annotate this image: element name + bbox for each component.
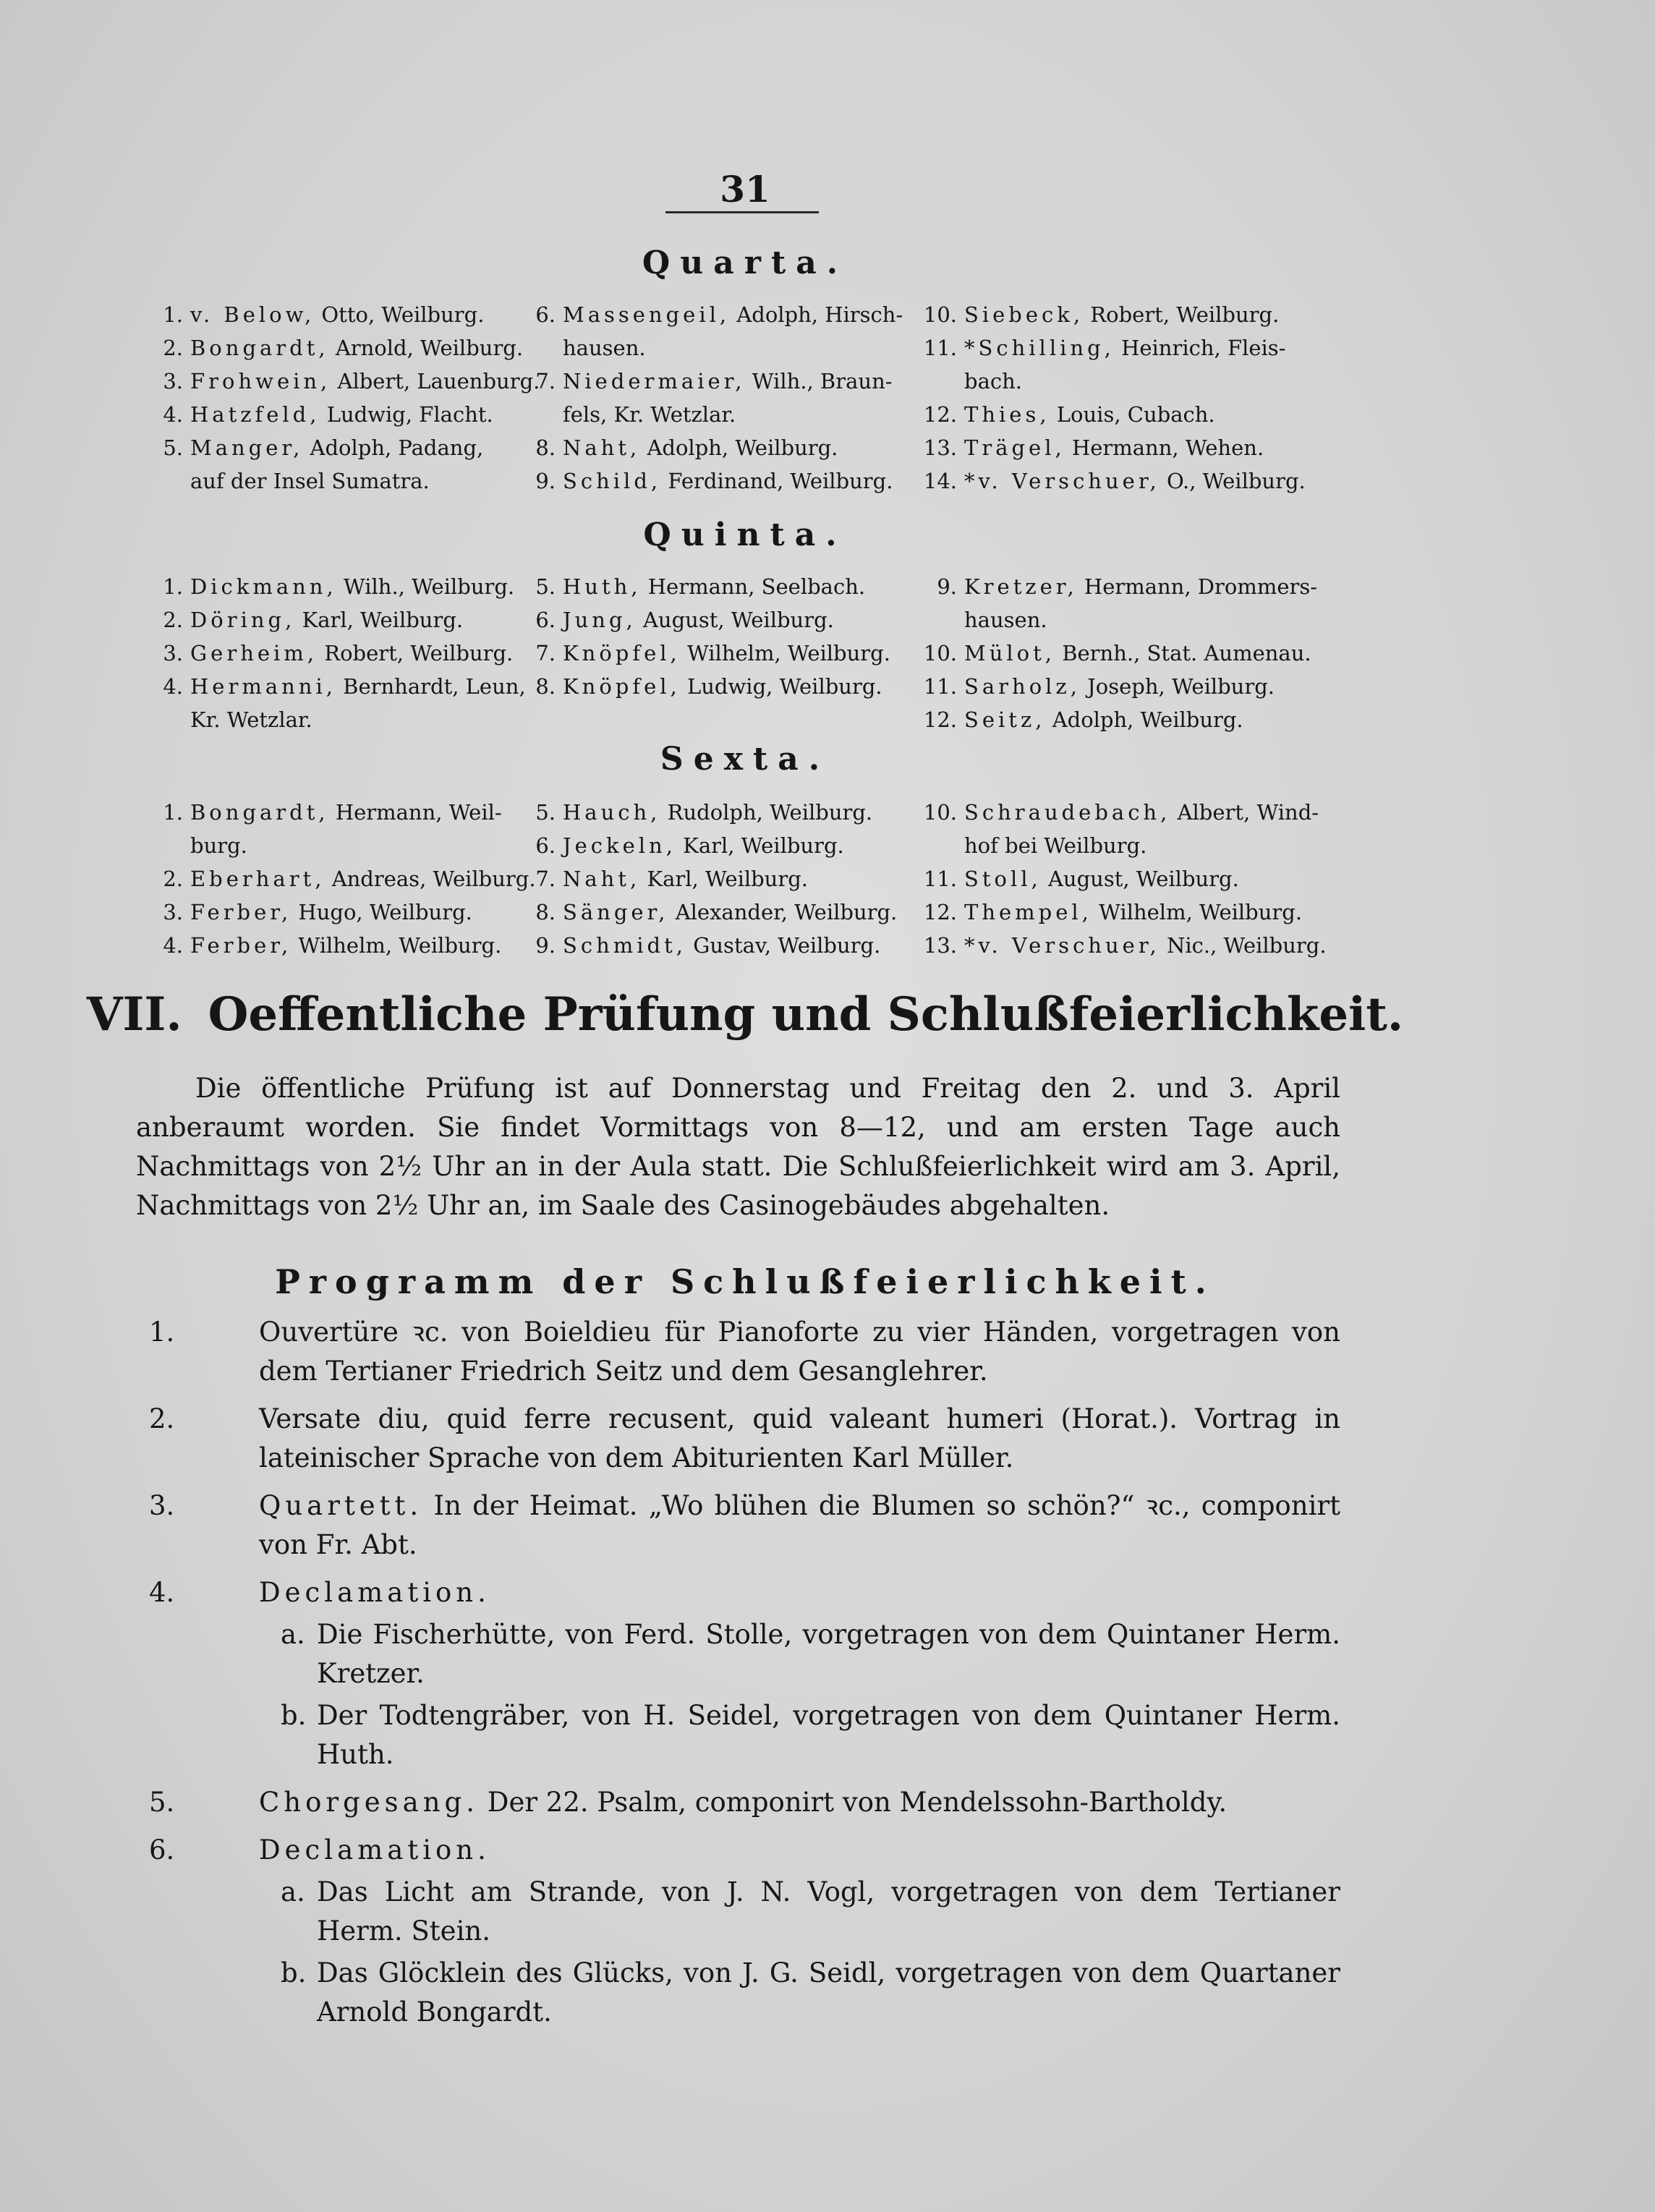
student-surname: Siebeck,: [964, 302, 1084, 327]
student-details: Hermann, Seelbach.: [647, 574, 866, 599]
program-subitem-letter: b.: [281, 1957, 307, 1988]
student-entry: [148, 603, 553, 637]
student-surname: Manger,: [190, 435, 304, 460]
entry-number: 1.: [163, 574, 183, 599]
student-surname: Jung,: [563, 608, 637, 632]
sexta-column-2: [521, 796, 926, 962]
quarta-column-3: [922, 298, 1327, 498]
student-details: Adolph, Padang,: [310, 435, 484, 460]
student-entry: [922, 431, 1327, 464]
student-details: Nic., Weilburg.: [1166, 933, 1327, 958]
student-surname: Stoll,: [964, 867, 1042, 891]
entry-number: 11.: [923, 674, 957, 699]
entry-number: 8.: [535, 435, 556, 460]
student-details: O., Weilburg.: [1166, 469, 1306, 493]
entry-number: 2.: [163, 608, 183, 632]
page-number: 31: [720, 168, 770, 210]
student-entry: [521, 862, 926, 896]
student-entry: [922, 331, 1327, 398]
student-details-continued: auf der Insel Sumatra.: [190, 469, 430, 493]
student-details-continued: hausen.: [563, 336, 646, 360]
student-details-continued: fels, Kr. Wetzlar.: [563, 402, 736, 427]
entry-number: 11.: [923, 336, 957, 360]
student-details: Adolph, Weilburg.: [1052, 707, 1243, 732]
sexta-title: Sexta.: [660, 741, 830, 778]
student-surname: Eberhart,: [190, 867, 326, 891]
entry-number: 4.: [163, 402, 183, 427]
entry-number: 3.: [163, 900, 183, 924]
student-surname: Naht,: [563, 867, 641, 891]
entry-number: 2.: [163, 867, 183, 891]
student-details: Rudolph, Weilburg.: [667, 800, 873, 825]
entry-number: 5.: [535, 800, 556, 825]
student-surname: Dickmann,: [190, 574, 337, 599]
quarta-column-2: [521, 298, 926, 498]
student-entry: [148, 570, 553, 603]
program-item-number: 2.: [149, 1403, 175, 1434]
program-item-number: 6.: [149, 1834, 175, 1866]
student-surname: *v. Verschuer,: [964, 469, 1160, 493]
student-entry: [922, 670, 1327, 703]
student-surname: Knöpfel,: [563, 674, 681, 699]
student-surname: Sarholz,: [964, 674, 1081, 699]
student-details: Gustav, Weilburg.: [693, 933, 881, 958]
entry-number: 1.: [163, 302, 183, 327]
student-entry: [148, 929, 553, 962]
entry-number: 5.: [535, 574, 556, 599]
student-surname: Jeckeln,: [563, 833, 676, 858]
program-item-number: 4.: [149, 1577, 175, 1608]
student-entry: [148, 298, 553, 331]
student-details: August, Weilburg.: [642, 608, 834, 632]
section-vii-heading: [0, 987, 1490, 1042]
program-subitem: [259, 1615, 1340, 1693]
entry-number: 9.: [535, 933, 556, 958]
quinta-title: Quinta.: [643, 516, 847, 553]
page-number-rule: [665, 211, 819, 213]
student-surname: Huth,: [563, 574, 642, 599]
entry-number: 4.: [163, 933, 183, 958]
program-subitem: [259, 1954, 1340, 2032]
program-item-number: 5.: [149, 1787, 175, 1818]
program-subitem-letter: b.: [281, 1700, 307, 1731]
program-item-text: In der Heimat. „Wo blühen die Blumen so schön?“ ꝛc., componirt von Fr. Abt.: [259, 1490, 1340, 1560]
student-entry: [148, 365, 553, 398]
student-surname: Gerheim,: [190, 641, 318, 665]
student-details: Robert, Weilburg.: [324, 641, 514, 665]
student-details: Louis, Cubach.: [1056, 402, 1215, 427]
student-details: Karl, Weilburg.: [683, 833, 844, 858]
program-item-lead: Quartett.: [259, 1490, 423, 1521]
student-details: Wilhelm, Weilburg.: [1099, 900, 1303, 924]
student-entry: [922, 298, 1327, 331]
quinta-column-2: [521, 570, 926, 703]
entry-number: 6.: [535, 608, 556, 632]
student-surname: Schraudebach,: [964, 800, 1171, 825]
student-entry: [922, 862, 1327, 896]
student-surname: Trägel,: [964, 435, 1065, 460]
student-entry: [922, 464, 1327, 498]
program-item-text: Der 22. Psalm, componirt von Mendelssohn-Bartholdy.: [487, 1787, 1228, 1818]
student-entry: [148, 331, 553, 365]
student-details: August, Weilburg.: [1047, 867, 1239, 891]
student-details: Wilh., Braun-: [752, 369, 893, 394]
student-details: Bernhardt, Leun,: [343, 674, 526, 699]
student-entry: [521, 464, 926, 498]
entry-number: 13.: [923, 435, 957, 460]
student-details-continued: hausen.: [964, 608, 1047, 632]
student-entry: [922, 929, 1327, 962]
student-surname: Mülot,: [964, 641, 1055, 665]
student-details: Ludwig, Flacht.: [326, 402, 493, 427]
student-details: Hermann, Drommers-: [1084, 574, 1318, 599]
program-item-lead: Declamation.: [259, 1577, 490, 1608]
student-entry: [148, 398, 553, 431]
student-surname: Bongardt,: [190, 336, 329, 360]
student-details-continued: hof bei Weilburg.: [964, 833, 1147, 858]
student-details: Karl, Weilburg.: [647, 867, 809, 891]
student-details: Hugo, Weilburg.: [298, 900, 472, 924]
student-entry: [148, 670, 553, 736]
student-details: Wilhelm, Weilburg.: [298, 933, 502, 958]
student-entry: [922, 637, 1327, 670]
student-surname: Schild,: [563, 469, 662, 493]
program-subitem: [259, 1873, 1340, 1951]
student-details: Karl, Weilburg.: [302, 608, 464, 632]
program-item: [136, 1831, 1340, 1870]
entry-number: 9.: [535, 469, 556, 493]
student-entry: [521, 298, 926, 365]
student-details: Ferdinand, Weilburg.: [668, 469, 893, 493]
entry-number: 6.: [535, 833, 556, 858]
entry-number: 3.: [163, 369, 183, 394]
entry-number: 13.: [923, 933, 957, 958]
student-surname: Thies,: [964, 402, 1050, 427]
entry-number: 2.: [163, 336, 183, 360]
student-details-continued: Kr. Wetzlar.: [190, 707, 312, 732]
student-details: Ludwig, Weilburg.: [686, 674, 882, 699]
student-entry: [148, 431, 553, 498]
sexta-column-1: [148, 796, 553, 962]
student-details: Albert, Wind-: [1177, 800, 1319, 825]
student-details: Arnold, Weilburg.: [335, 336, 524, 360]
student-surname: v. Below,: [190, 302, 315, 327]
entry-number: 10.: [923, 302, 957, 327]
quinta-column-1: [148, 570, 553, 736]
entry-number: 11.: [923, 867, 957, 891]
student-surname: Bongardt,: [190, 800, 329, 825]
student-entry: [922, 570, 1327, 637]
student-details: Hermann, Weil-: [335, 800, 502, 825]
student-surname: Ferber,: [190, 933, 292, 958]
section-vii-title: Oeffentliche Prüfung und Schlußfeierlichkeit.: [208, 987, 1404, 1042]
student-surname: *Schilling,: [964, 336, 1115, 360]
program-subitem-letter: a.: [281, 1876, 305, 1907]
entry-number: 5.: [163, 435, 183, 460]
program-subitem: [259, 1696, 1340, 1774]
student-surname: Seitz,: [964, 707, 1046, 732]
program-item-lead: Chorgesang.: [259, 1787, 480, 1818]
student-surname: Knöpfel,: [563, 641, 681, 665]
entry-number: 7.: [535, 867, 556, 891]
entry-number: 3.: [163, 641, 183, 665]
student-details: Bernh., Stat. Aumenau.: [1062, 641, 1311, 665]
student-surname: Frohwein,: [190, 369, 331, 394]
program-item-text: Ouvertüre ꝛc. von Boieldieu für Pianoforte zu vier Händen, vorgetragen von dem Tertianer Friedrich Seitz und dem Gesanglehrer.: [259, 1316, 1340, 1387]
student-surname: Hermanni,: [190, 674, 336, 699]
exam-paragraph: Die öffentliche Prüfung ist auf Donnerstag und Freitag den 2. und 3. April anberaumt worden. Sie findet Vormittags von 8—12, und am ersten Tage auch Nachmittags von 2½ Uhr an in der Aula statt. Die Schlußfeierlichkeit wird am 3. April, Nachmittags von 2½ Uhr an, im Saale des Casinogebäudes abgehalten.: [136, 1073, 1340, 1221]
student-entry: [521, 603, 926, 637]
student-entry: [521, 431, 926, 464]
student-surname: Ferber,: [190, 900, 292, 924]
student-details: Adolph, Hirsch-: [736, 302, 903, 327]
program-item-text: Versate diu, quid ferre recusent, quid valeant humeri (Horat.). Vortrag in lateinischer Sprache von dem Abiturienten Karl Müller.: [259, 1403, 1340, 1473]
student-entry: [521, 365, 926, 431]
student-entry: [521, 670, 926, 703]
student-details: Hermann, Wehen.: [1071, 435, 1264, 460]
program-subitem-text: Die Fischerhütte, von Ferd. Stolle, vorgetragen von dem Quintaner Herm. Kretzer.: [317, 1619, 1340, 1689]
student-entry: [148, 862, 553, 896]
student-entry: [521, 570, 926, 603]
student-entry: [148, 637, 553, 670]
student-surname: Döring,: [190, 608, 296, 632]
student-entry: [922, 703, 1327, 736]
student-details: Otto, Weilburg.: [321, 302, 485, 327]
student-entry: [922, 398, 1327, 431]
student-surname: Massengeil,: [563, 302, 731, 327]
student-surname: Naht,: [563, 435, 641, 460]
student-details: Albert, Lauenburg.: [337, 369, 540, 394]
entry-number: 7.: [535, 369, 556, 394]
student-details: Joseph, Weilburg.: [1087, 674, 1275, 699]
student-entry: [521, 637, 926, 670]
student-entry: [148, 896, 553, 929]
program-list: [136, 1313, 1340, 2041]
entry-number: 6.: [535, 302, 556, 327]
program-item-lead: Declamation.: [259, 1834, 490, 1866]
program-title: Programm der Schlußfeierlichkeit.: [275, 1262, 1215, 1301]
program-item-number: 3.: [149, 1490, 175, 1521]
quarta-column-1: [148, 298, 553, 498]
student-details: Andreas, Weilburg.: [331, 867, 536, 891]
student-details-continued: bach.: [964, 369, 1022, 394]
student-details: Heinrich, Fleis-: [1121, 336, 1286, 360]
program-subitem-letter: a.: [281, 1619, 305, 1650]
entry-number: 10.: [923, 641, 957, 665]
entry-number: 8.: [535, 674, 556, 699]
student-surname: Kretzer,: [964, 574, 1078, 599]
student-surname: Hatzfeld,: [190, 402, 320, 427]
entry-number: 12.: [923, 900, 957, 924]
quarta-title: Quarta.: [642, 244, 848, 281]
program-subitem-text: Das Licht am Strande, von J. N. Vogl, vorgetragen von dem Tertianer Herm. Stein.: [317, 1876, 1340, 1947]
student-details: Adolph, Weilburg.: [647, 435, 838, 460]
program-item-number: 1.: [149, 1316, 175, 1348]
student-surname: Sänger,: [563, 900, 669, 924]
entry-number: 14.: [923, 469, 957, 493]
entry-number: 10.: [923, 800, 957, 825]
entry-number: 4.: [163, 674, 183, 699]
entry-number: 8.: [535, 900, 556, 924]
student-details: Wilh., Weilburg.: [343, 574, 515, 599]
program-item: [136, 1486, 1340, 1565]
student-entry: [922, 896, 1327, 929]
entry-number: 1.: [163, 800, 183, 825]
student-details: Robert, Weilburg.: [1090, 302, 1280, 327]
student-entry: [521, 896, 926, 929]
entry-number: 9.: [937, 574, 957, 599]
student-surname: Schmidt,: [563, 933, 686, 958]
student-surname: Niedermaier,: [563, 369, 746, 394]
student-entry: [521, 796, 926, 829]
student-details: Alexander, Weilburg.: [675, 900, 898, 924]
student-surname: Thempel,: [964, 900, 1092, 924]
student-details-continued: burg.: [190, 833, 247, 858]
program-item: [136, 1783, 1340, 1822]
program-item: [136, 1313, 1340, 1391]
program-subitem-text: Das Glöcklein des Glücks, von J. G. Seidl, vorgetragen von dem Quartaner Arnold Bongardt.: [317, 1957, 1340, 2028]
entry-number: 7.: [535, 641, 556, 665]
section-vii-number: VII.: [86, 987, 182, 1042]
student-entry: [922, 796, 1327, 862]
program-item: [136, 1573, 1340, 1612]
student-details: Wilhelm, Weilburg.: [686, 641, 890, 665]
entry-number: 12.: [923, 707, 957, 732]
program-item: [136, 1400, 1340, 1478]
student-entry: [521, 829, 926, 862]
quinta-column-3: [922, 570, 1327, 736]
student-entry: [148, 796, 553, 862]
sexta-column-3: [922, 796, 1327, 962]
entry-number: 12.: [923, 402, 957, 427]
student-surname: *v. Verschuer,: [964, 933, 1160, 958]
student-surname: Hauch,: [563, 800, 661, 825]
student-entry: [521, 929, 926, 962]
program-subitem-text: Der Todtengräber, von H. Seidel, vorgetragen von dem Quintaner Herm. Huth.: [317, 1700, 1340, 1770]
